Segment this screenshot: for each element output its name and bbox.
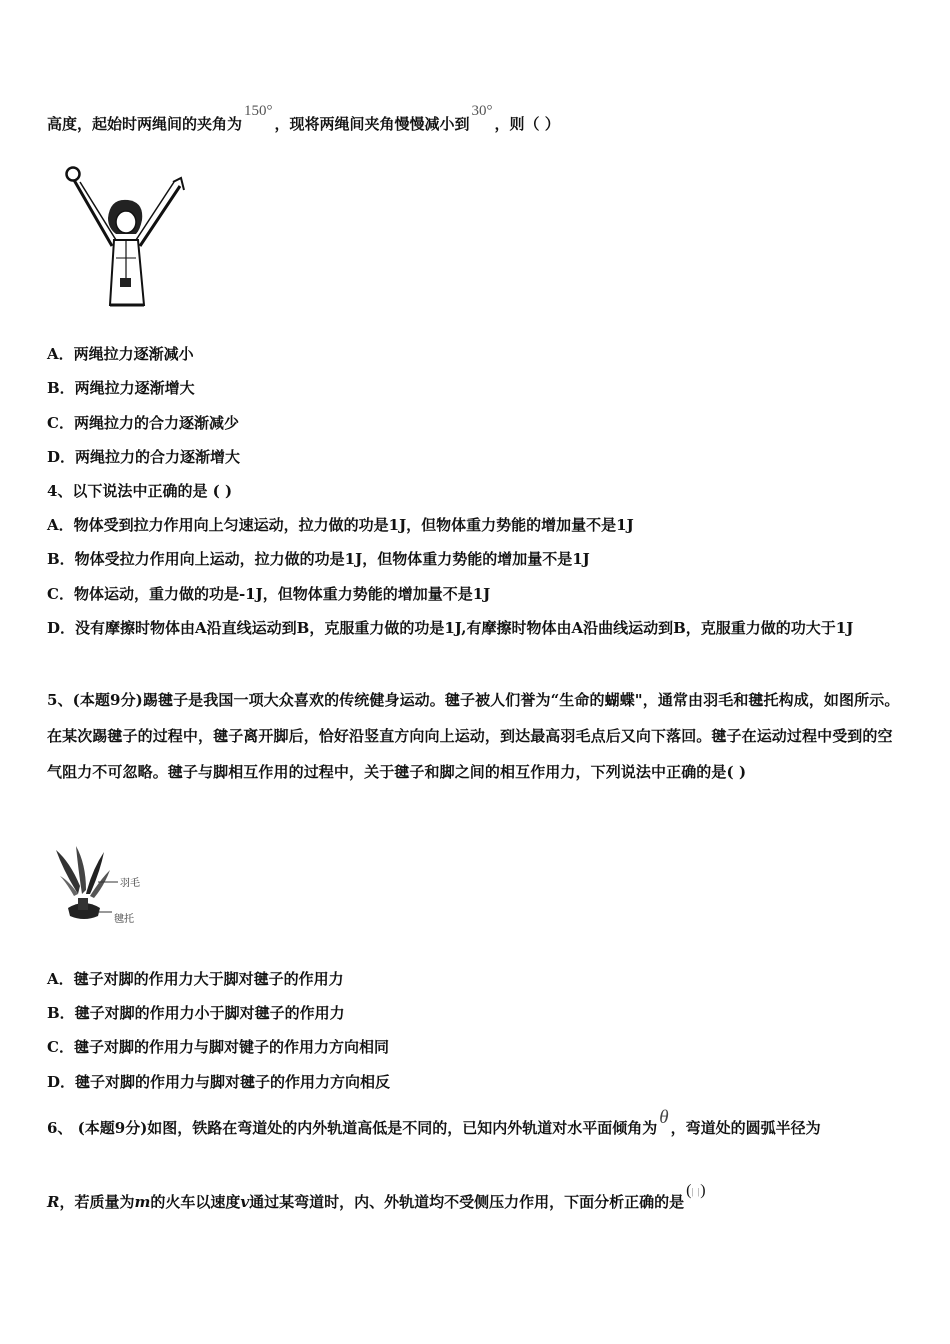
q3-stem-text-2: ，现将两绳间夹角慢慢减小到 xyxy=(274,115,470,133)
angle-30: 30° xyxy=(471,103,493,119)
q4-option-a: A．物体受到拉力作用向上匀速运动，拉力做的功是1J，但物体重力势能的增加量不是1J xyxy=(47,516,634,534)
paren-inner: | | xyxy=(691,1186,701,1197)
q6-stem-text-3: ，若质量为 xyxy=(59,1193,135,1211)
paren-open: ( xyxy=(686,1182,692,1199)
theta-symbol: θ xyxy=(659,1107,669,1128)
q6-stem-line-1 xyxy=(47,1107,906,1138)
angle-150: 150° xyxy=(244,103,273,119)
q5-stem: 5、(本题9分)踢毽子是我国一项大众喜欢的传统健身运动。毽子被人们誉为“生命的蝴蝶"，通常由羽毛和毽托构成，如图所示。在某次踢毽子的过程中，毽子离开脚后，恰好沿竖直方向向上运动，到达最高羽毛点后又向下落回。毽子在运动过程中受到的空气阻力不可忽略。毽子与脚相互作用的过程中，关于毽子和脚之间的相互作用力，下列说法中正确的是( ) xyxy=(47,691,900,781)
q6-stem-text-2: ，弯道处的圆弧半径为 xyxy=(670,1119,821,1137)
q3-option-d: D．两绳拉力的合力逐渐增大 xyxy=(47,448,241,466)
var-m: m xyxy=(134,1193,151,1211)
q3-option-c: C．两绳拉力的合力逐渐减少 xyxy=(47,414,239,432)
person-with-ropes-figure xyxy=(60,160,190,310)
base-label: 毽托 xyxy=(114,914,134,925)
shuttlecock-figure xyxy=(48,842,158,932)
q5-option-d: D．毽子对脚的作用力与脚对毽子的作用力方向相反 xyxy=(47,1073,391,1091)
q3-option-b: B．两绳拉力逐渐增大 xyxy=(47,379,195,397)
q5-option-a: A．毽子对脚的作用力大于脚对毽子的作用力 xyxy=(47,970,344,988)
q4-stem: 4、以下说法中正确的是 ( ) xyxy=(47,482,233,500)
q6-stem-line-2 xyxy=(47,1182,906,1213)
q5-option-c: C．毽子对脚的作用力与脚对键子的作用力方向相同 xyxy=(47,1038,389,1056)
q4-option-b: B．物体受拉力作用向上运动，拉力做的功是1J，但物体重力势能的增加量不是1J xyxy=(47,550,590,568)
q6-stem-text-4: 的火车以速度 xyxy=(150,1193,241,1211)
var-v: v xyxy=(240,1193,250,1211)
q5-option-b: B．毽子对脚的作用力小于脚对毽子的作用力 xyxy=(47,1004,345,1022)
q3-stem xyxy=(47,103,906,135)
paren-close: ) xyxy=(700,1182,706,1199)
var-r: R xyxy=(47,1193,60,1211)
answer-parentheses xyxy=(684,1182,706,1199)
q3-option-a: A．两绳拉力逐渐减小 xyxy=(47,345,194,363)
q6-stem-text-5: 通过某弯道时，内、外轨道均不受侧压力作用，下面分析正确的是 xyxy=(249,1193,685,1211)
q4-option-d: D．没有摩擦时物体由A沿直线运动到B，克服重力做的功是1J,有摩擦时物体由A沿曲线运动到B，克服重力做的功大于1J xyxy=(47,619,854,637)
q4-option-c: C．物体运动，重力做的功是-1J，但物体重力势能的增加量不是1J xyxy=(47,585,491,603)
q3-stem-text-1: 高度，起始时两绳间的夹角为 xyxy=(47,115,243,133)
q6-stem-text-1: 6、 (本题9分)如图，铁路在弯道处的内外轨道高低是不同的，已知内外轨道对水平面倾角为 xyxy=(47,1119,658,1137)
feather-label: 羽毛 xyxy=(120,878,140,889)
q3-stem-text-3: ，则（ ） xyxy=(494,115,560,133)
